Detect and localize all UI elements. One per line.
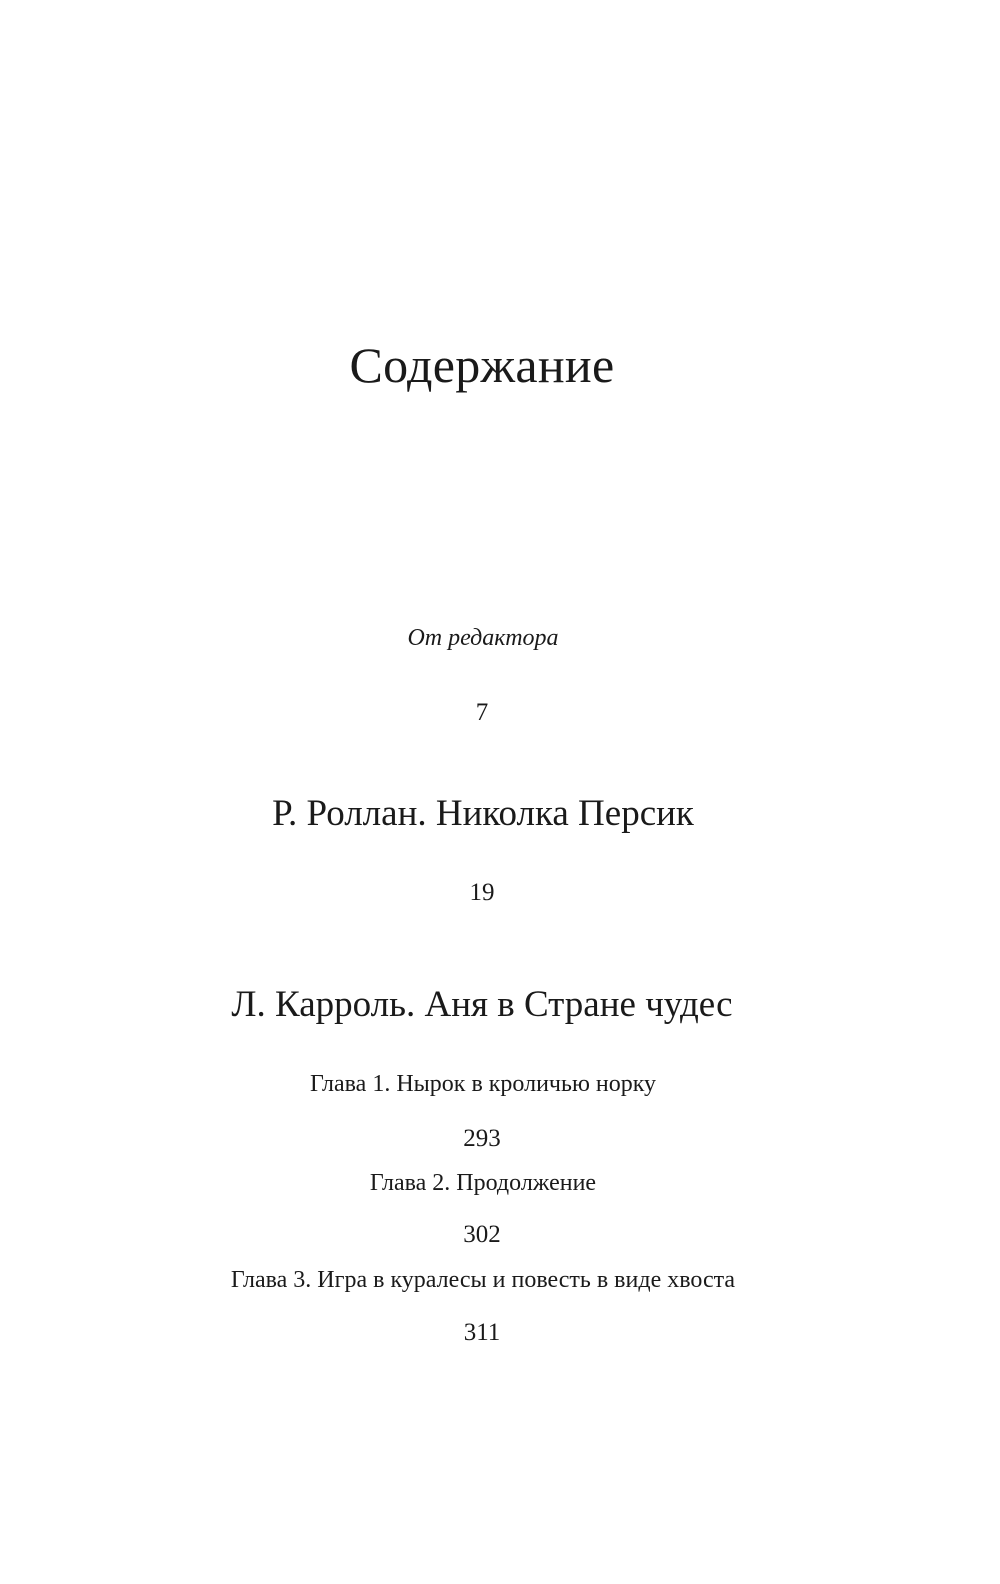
toc-entry-rolland-label: Р. Роллан. Николка Персик: [272, 793, 694, 834]
toc-chapter-1-page: 293: [463, 1125, 501, 1152]
page-title: Содержание: [349, 337, 615, 393]
toc-chapter-3-label: Глава 3. Игра в куралесы и повесть в виде хвоста: [230, 1267, 736, 1293]
toc-entry-editor-label: От редактора: [407, 625, 559, 651]
toc-entry-rolland-page: 19: [469, 879, 495, 906]
toc-chapter-3-page: 311: [463, 1319, 501, 1346]
toc-chapter-1-label: Глава 1. Нырок в кроличью норку: [309, 1071, 657, 1097]
toc-entry-carroll-label: Л. Карроль. Аня в Стране чудес: [231, 984, 733, 1025]
toc-chapter-2-label: Глава 2. Продолжение: [369, 1170, 597, 1196]
toc-entry-editor-page: 7: [475, 699, 489, 726]
toc-chapter-2-page: 302: [463, 1221, 501, 1248]
